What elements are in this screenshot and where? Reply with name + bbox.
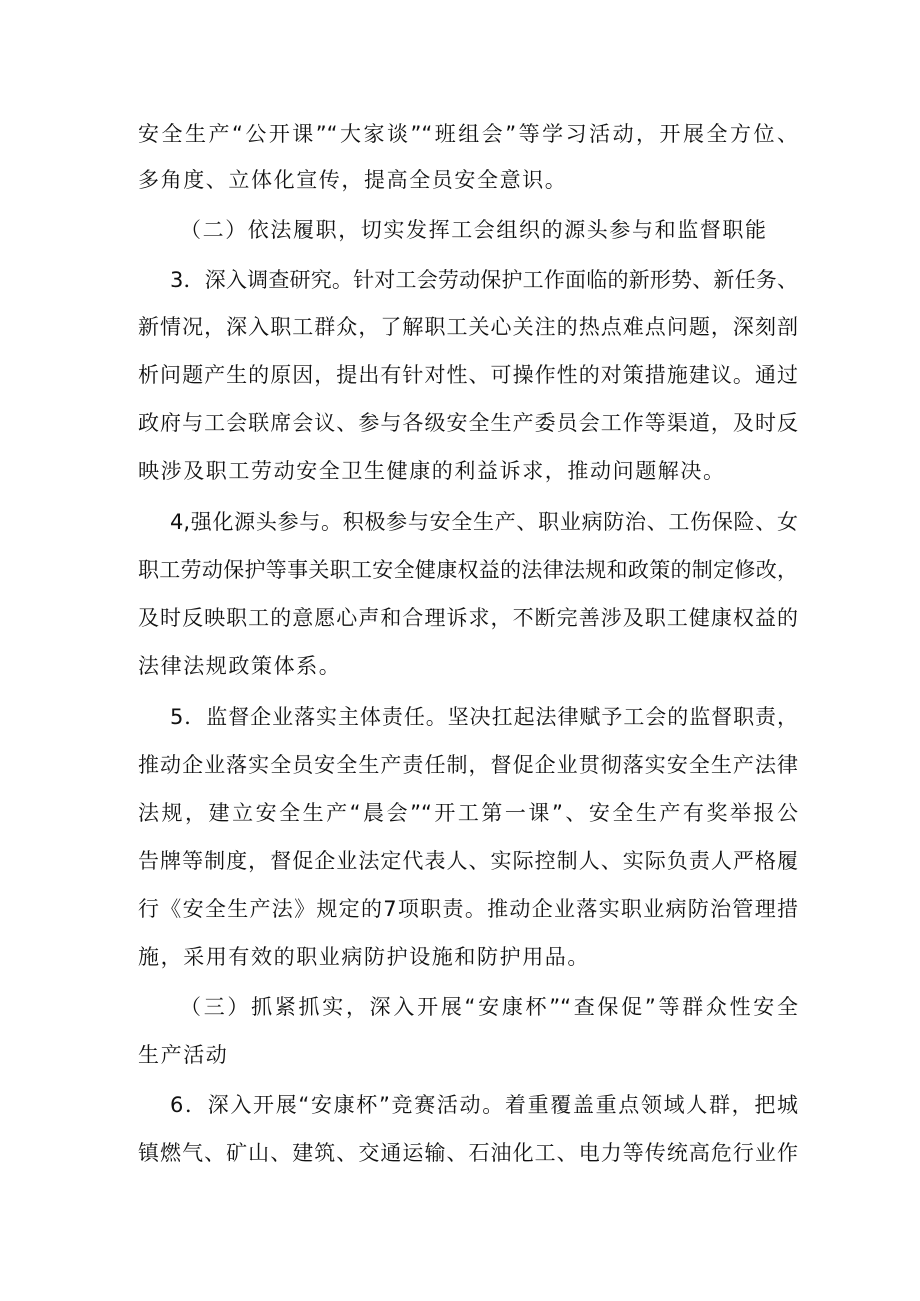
text-line-2: 多角度、立体化宣传，提高全员安全意识。	[138, 168, 568, 192]
text-line-1: 安全生产“公开课”“大家谈”“班组会”等学习活动，开展全方位、	[138, 122, 798, 146]
section-heading-2: （二）依法履职，切实发挥工会组织的源头参与和监督职能	[180, 218, 768, 242]
text-line-17: 行《安全生产法》规定的7项职责。推动企业落实职业病防治管理措	[138, 897, 798, 921]
text-line-12: 法律法规政策体系。	[138, 654, 342, 678]
text-line-22: 镇燃气、矿山、建筑、交通运输、石油化工、电力等传统高危行业作	[138, 1141, 798, 1165]
text-line-21: 6．深入开展“安康杯”竞赛活动。着重覆盖重点领域人群，把城	[170, 1093, 798, 1117]
text-line-15: 法规，建立安全生产“晨会”“开工第一课”、安全生产有奖举报公	[138, 801, 798, 825]
text-line-9: 4,强化源头参与。积极参与安全生产、职业病防治、工伤保险、女	[170, 510, 798, 534]
text-line-10: 职工劳动保护等事关职工安全健康权益的法律法规和政策的制定修改，	[138, 558, 798, 582]
text-line-18: 施，采用有效的职业病防护设施和防护用品。	[138, 945, 590, 969]
section-heading-3-cont: 生产活动	[138, 1043, 229, 1067]
text-line-16: 告牌等制度，督促企业法定代表人、实际控制人、实际负责人严格履	[138, 849, 798, 873]
text-line-6: 析问题产生的原因，提出有针对性、可操作性的对策措施建议。通过	[138, 363, 798, 387]
text-line-11: 及时反映职工的意愿心声和合理诉求，不断完善涉及职工健康权益的	[138, 606, 798, 630]
text-line-7: 政府与工会联席会议、参与各级安全生产委员会工作等渠道，及时反	[138, 411, 798, 435]
text-line-8: 映涉及职工劳动安全卫生健康的利益诉求，推动问题解决。	[138, 459, 726, 483]
section-heading-3: （三）抓紧抓实，深入开展“安康杯”“查保促”等群众性安全	[180, 995, 798, 1019]
text-line-14: 推动企业落实全员安全生产责任制，督促企业贯彻落实安全生产法律	[138, 753, 798, 777]
text-line-4: 3．深入调查研究。针对工会劳动保护工作面临的新形势、新任务、	[170, 268, 798, 292]
text-line-13: 5．监督企业落实主体责任。坚决扛起法律赋予工会的监督职责，	[170, 705, 798, 729]
text-line-5: 新情况，深入职工群众，了解职工关心关注的热点难点问题，深刻剖	[138, 315, 798, 339]
